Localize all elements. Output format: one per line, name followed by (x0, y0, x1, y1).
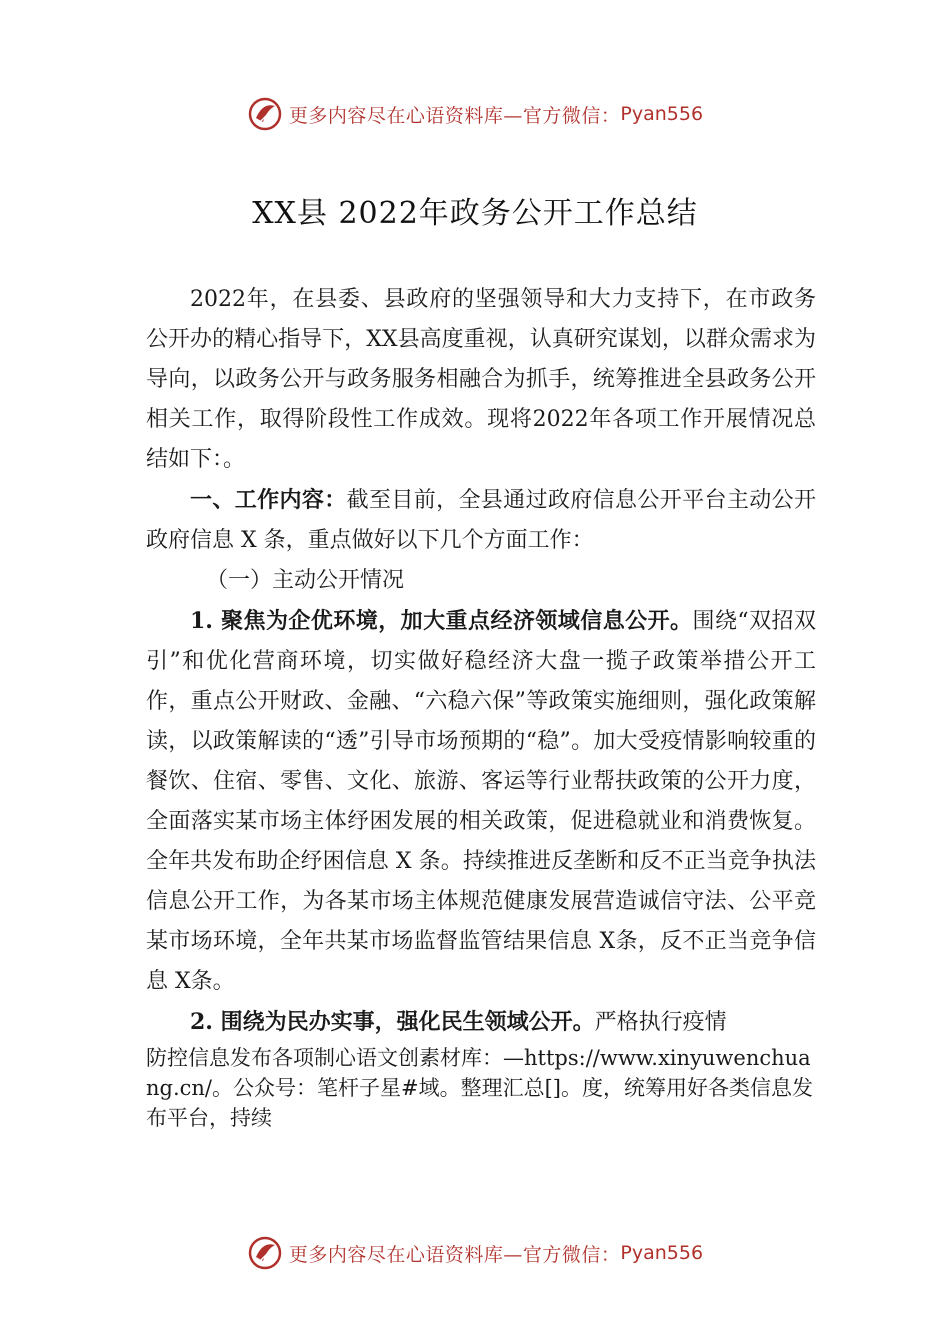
section-1-heading: 一、工作内容： (190, 487, 347, 513)
item-1-heading: 1. 聚焦为企优环境，加大重点经济领域信息公开。 (190, 608, 693, 634)
watermark-text: 更多内容尽在心语资料库—官方微信： (288, 104, 621, 127)
item-2-heading: 2. 围绕为民办实事，强化民生领域公开。 (190, 1009, 595, 1035)
item-1-paragraph (146, 601, 816, 1002)
watermark-text: 更多内容尽在心语资料库—官方微信： (288, 1243, 621, 1266)
watermark-banner-top (0, 94, 950, 134)
subsection-1-heading: （一）主动公开情况 (206, 568, 405, 593)
watermark-wechat-id: Pyan556 (620, 1242, 704, 1264)
item-2-paragraph (146, 1002, 816, 1043)
brand-logo-icon (247, 96, 283, 132)
item-1-text: 围绕“双招双引”和优化营商环境，切实做好稳经济大盘一揽子政策举措公开工作，重点公开财政、金融、“六稳六保”等政策实施细则，强化政策解读，以政策解读的“透”引导市场预期的“稳”。加大受疫情影响较重的餐饮、住宿、零售、文化、旅游、客运等行业帮扶政策的公开力度，全面落实某市场主体纾困发展的相关政策，促进稳就业和消费恢复。 全年共发布助企纾困信息 X 条。持续推进反垄断和反不正当竞争执法信息公开工作，为各某市场主体规范健康发展营造诚信守法、公平竞某市场环境，全年共某市场监督监管结果信息 X条，反不正当竞争信息 X条。 (146, 609, 816, 994)
watermark-banner-bottom (0, 1233, 950, 1273)
tail-text: 防控信息发布各项制心语文创素材库：—https://www.xinyuwenchuang.cn/。公众号：笔杆子星#域。整理汇总[]。度，统筹用好各类信息发布平台，持续 (146, 1046, 813, 1130)
document-body (146, 280, 816, 1133)
document-title: XX县 2022年政务公开工作总结 (252, 196, 698, 231)
intro-paragraph: 2022年，在县委、县政府的坚强领导和大力支持下，在市政务公开办的精心指导下，XX县高度重视，认真研究谋划，以群众需求为导向，以政务公开与政务服务相融合为抓手，统筹推进全县政务公开相关工作，取得阶段性工作成效。现将2022年各项工作开展情况总结如下：。 (146, 287, 816, 472)
brand-logo-icon (247, 1235, 283, 1271)
watermark-wechat-id: Pyan556 (620, 103, 704, 125)
section-1-text: 截至目前，全县通过政府信息公开平台主动公开政府信息 X 条，重点做好以下几个方面工作： (146, 488, 816, 553)
section-1-paragraph (146, 480, 816, 561)
item-2-text: 严格执行疫情 (594, 1010, 727, 1035)
